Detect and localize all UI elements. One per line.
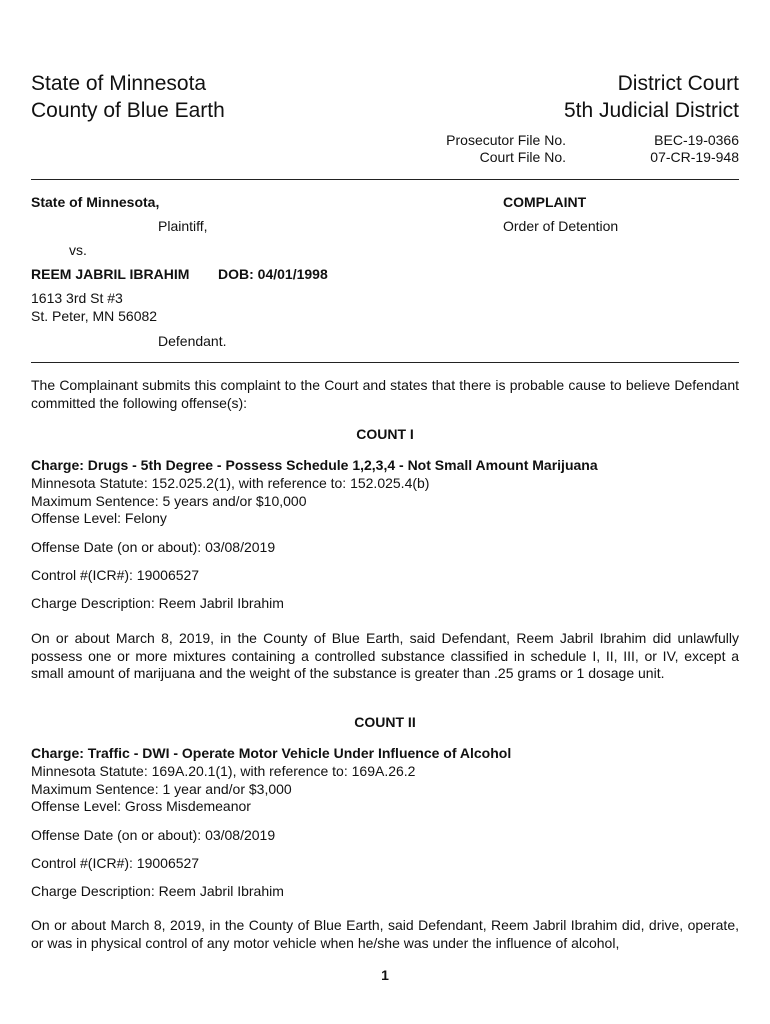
- count-2-heading: COUNT II: [354, 714, 416, 730]
- plaintiff-label: Plaintiff,: [158, 218, 208, 234]
- court-file-value: 07-CR-19-948: [650, 149, 739, 165]
- defendant-address-line2: St. Peter, MN 56082: [31, 308, 158, 324]
- count-1-sentence: Maximum Sentence: 5 years and/or $10,000: [31, 493, 307, 509]
- count-2-statute: Minnesota Statute: 169A.20.1(1), with reference to: 169A.26.2: [31, 763, 416, 779]
- count-1-level: Offense Level: Felony: [31, 510, 167, 526]
- count-2-description: Charge Description: Reem Jabril Ibrahim: [31, 883, 284, 899]
- document-subtype: Order of Detention: [503, 218, 619, 234]
- plaintiff-name: State of Minnesota,: [31, 194, 160, 210]
- district-heading: 5th Judicial District: [563, 99, 739, 122]
- count-1-charge: Charge: Drugs - 5th Degree - Possess Schedule 1,2,3,4 - Not Small Amount Marijuana: [31, 457, 598, 473]
- county-heading: County of Blue Earth: [31, 99, 225, 122]
- state-heading: State of Minnesota: [31, 72, 207, 95]
- versus-text: vs.: [69, 242, 87, 258]
- intro-paragraph: The Complainant submits this complaint to the Court and states that there is probable cause to believe Defendant committed the following offense(s):: [31, 377, 739, 411]
- caption-divider: [31, 362, 739, 363]
- defendant-address-line1: 1613 3rd St #3: [31, 290, 123, 306]
- defendant-label: Defendant.: [158, 333, 227, 349]
- count-1-offense-date: Offense Date (on or about): 03/08/2019: [31, 539, 276, 555]
- count-1-heading: COUNT I: [356, 426, 414, 442]
- count-1-description: Charge Description: Reem Jabril Ibrahim: [31, 595, 284, 611]
- count-2-narrative: On or about March 8, 2019, in the County of Blue Earth, said Defendant, Reem Jabril Ibrahim did, drive, operate, or was in physical control of any motor vehicle when he/she was under the influence of alcohol,: [31, 917, 739, 951]
- count-2-sentence: Maximum Sentence: 1 year and/or $3,000: [31, 781, 292, 797]
- count-1-statute: Minnesota Statute: 152.025.2(1), with reference to: 152.025.4(b): [31, 475, 430, 491]
- court-file-label: Court File No.: [479, 149, 566, 165]
- count-1-narrative: On or about March 8, 2019, in the County of Blue Earth, said Defendant, Reem Jabril Ibrahim did unlawfully possess one or more mixtures containing a controlled substance classified in schedule I, II, III, or IV, except a small amount of marijuana and the weight of the substance is greater than .25 grams or 1 dosage unit.: [31, 630, 739, 681]
- document-type: COMPLAINT: [503, 194, 587, 210]
- court-heading: District Court: [617, 72, 739, 95]
- count-2-offense-date: Offense Date (on or about): 03/08/2019: [31, 827, 276, 843]
- page-number: 1: [381, 967, 389, 983]
- count-1-control-number: Control #(ICR#): 19006527: [31, 567, 200, 583]
- prosecutor-file-label: Prosecutor File No.: [446, 132, 566, 148]
- count-2-level: Offense Level: Gross Misdemeanor: [31, 798, 251, 814]
- defendant-name: REEM JABRIL IBRAHIM: [31, 266, 190, 282]
- prosecutor-file-value: BEC-19-0366: [654, 132, 739, 148]
- count-2-control-number: Control #(ICR#): 19006527: [31, 855, 200, 871]
- header-divider: [31, 179, 739, 180]
- defendant-dob: DOB: 04/01/1998: [218, 266, 328, 282]
- count-2-charge: Charge: Traffic - DWI - Operate Motor Vehicle Under Influence of Alcohol: [31, 745, 512, 761]
